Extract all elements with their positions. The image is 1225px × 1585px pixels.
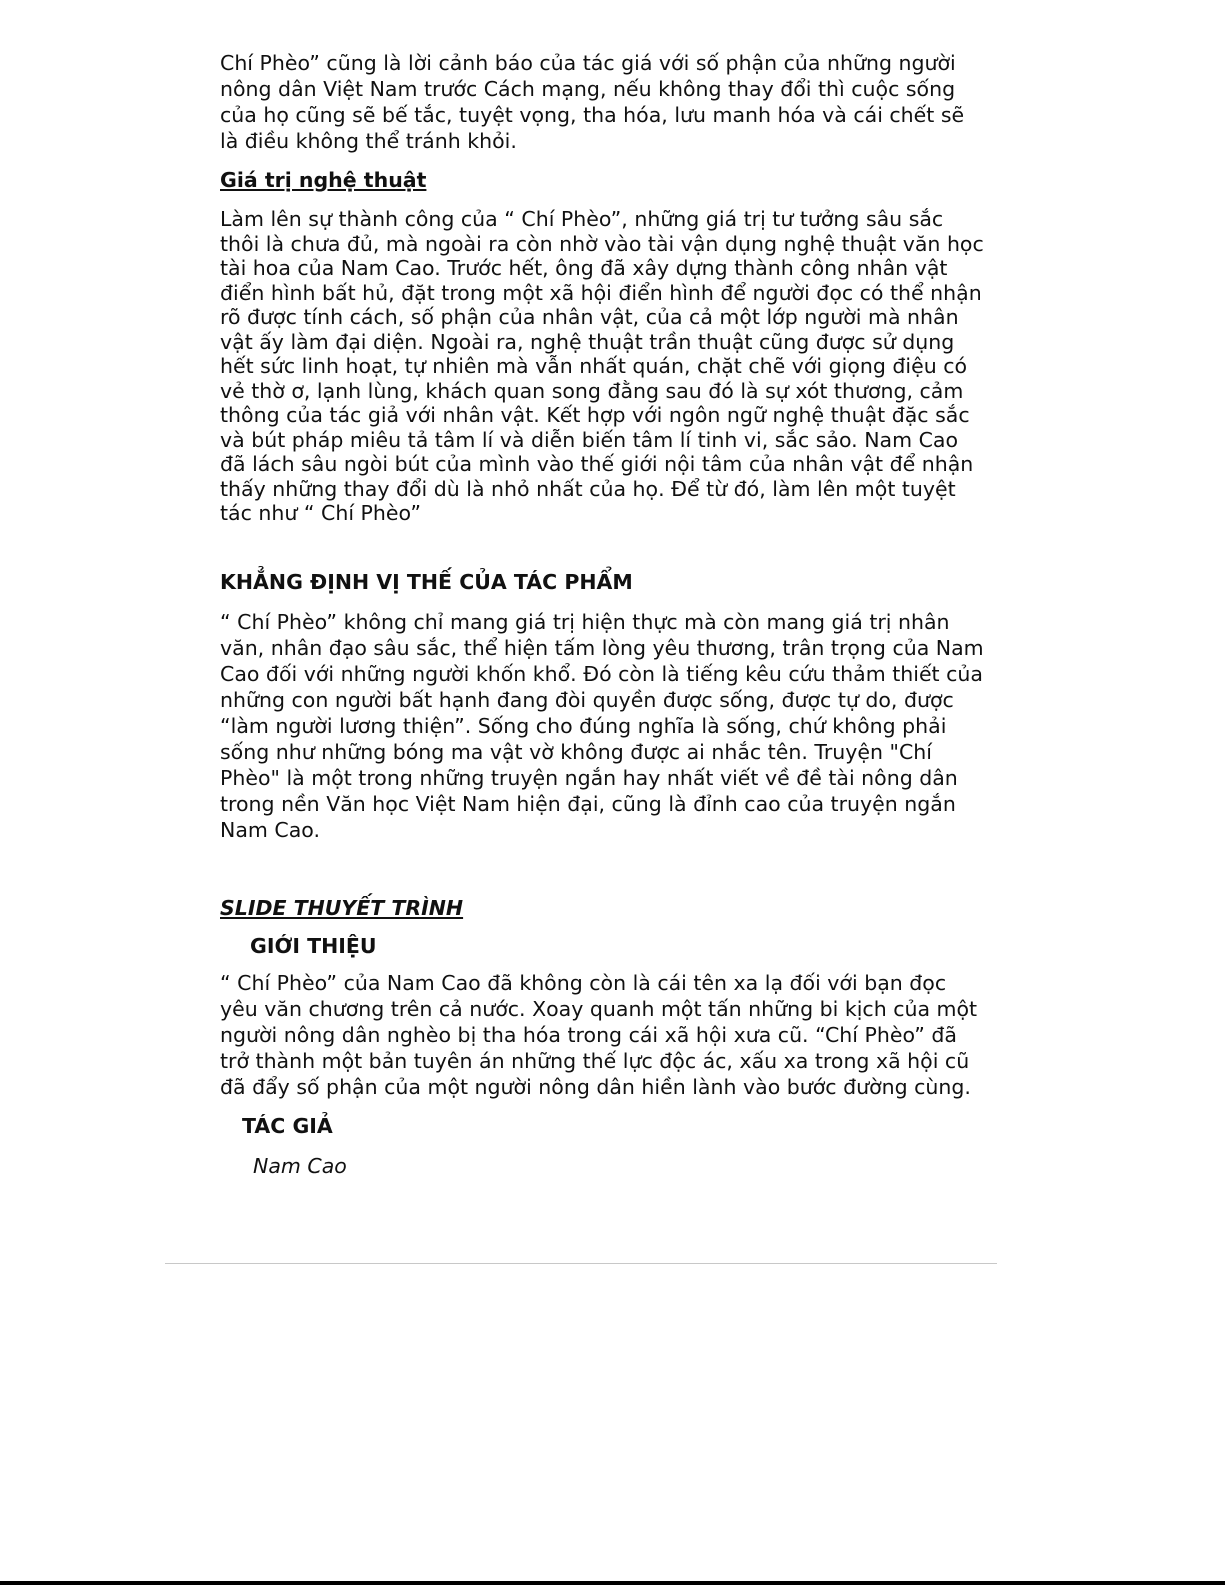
author-name: Nam Cao bbox=[253, 1153, 347, 1178]
intro-heading: GIỚI THIỆU bbox=[250, 933, 377, 958]
author-heading: TÁC GIẢ bbox=[242, 1113, 333, 1138]
bottom-edge-bar bbox=[0, 1581, 1225, 1585]
position-paragraph: “ Chí Phèo” không chỉ mang giá trị hiện thực mà còn mang giá trị nhân văn, nhân đạo sâu sắc, thể hiện tấm lòng yêu thương, trân trọng của Nam Cao đối với những người khốn khổ. Đó còn là tiếng kêu cứu thảm thiết của những con người bất hạnh đang đòi quyền được sống, được tự do, được “làm người lương thiện”. Sống cho đúng nghĩa là sống, chứ không phải sống như những bóng ma vật vờ không được ai nhắc tên. Truyện "Chí Phèo" là một trong những truyện ngắn hay nhất viết về đề tài nông dân trong nền Văn học Việt Nam hiện đại, cũng là đỉnh cao của truyện ngắn Nam Cao. bbox=[220, 609, 984, 842]
position-heading: KHẲNG ĐỊNH VỊ THẾ CỦA TÁC PHẨM bbox=[220, 569, 633, 594]
slide-heading: SLIDE THUYẾT TRÌNH bbox=[220, 895, 464, 920]
intro-paragraph: Chí Phèo” cũng là lời cảnh báo của tác giá với số phận của những người nông dân Việt Nam trước Cách mạng, nếu không thay đổi thì cuộc sống của họ cũng sẽ bế tắc, tuyệt vọng, tha hóa, lưu manh hóa và cái chết sẽ là điều không thể tránh khỏi. bbox=[220, 51, 965, 153]
footer-divider bbox=[165, 1263, 997, 1264]
document-page bbox=[220, 50, 1010, 1179]
art-value-heading: Giá trị nghệ thuật bbox=[220, 168, 427, 192]
art-value-paragraph: Làm lên sự thành công của “ Chí Phèo”, những giá trị tư tưởng sâu sắc thôi là chưa đủ, mà ngoài ra còn nhờ vào tài vận dụng nghệ thuật văn học tài hoa của Nam Cao. Trước hết, ông đã xây dựng thành công nhân vật điển hình bất hủ, đặt trong một xã hội điển hình để người đọc có thể nhận rõ được tính cách, số phận của nhân vật, của cả một lớp người mà nhân vật ấy làm đại diện. Ngoài ra, nghệ thuật trần thuật cũng được sử dụng hết sức linh hoạt, tự nhiên mà vẫn nhất quán, chặt chẽ với giọng điệu có vẻ thờ ơ, lạnh lùng, khách quan song đằng sau đó là sự xót thương, cảm thông của tác giả với nhân vật. Kết hợp với ngôn ngữ nghệ thuật đặc sắc và bút pháp miêu tả tâm lí và diễn biến tâm lí tinh vi, sắc sảo. Nam Cao đã lách sâu ngòi bút của mình vào thế giới nội tâm của nhân vật để nhận thấy những thay đổi dù là nhỏ nhất của họ. Để từ đó, làm lên một tuyệt tác như “ Chí Phèo” bbox=[220, 207, 984, 525]
intro-body-paragraph: “ Chí Phèo” của Nam Cao đã không còn là cái tên xa lạ đối với bạn đọc yêu văn chương trên cả nước. Xoay quanh một tấn những bi kịch của một người nông dân nghèo bị tha hóa trong cái xã hội xưa cũ. “Chí Phèo” đã trở thành một bản tuyên án những thế lực độc ác, xấu xa trong xã hội cũ đã đẩy số phận của một người nông dân hiền lành vào bước đường cùng. bbox=[220, 970, 978, 1099]
